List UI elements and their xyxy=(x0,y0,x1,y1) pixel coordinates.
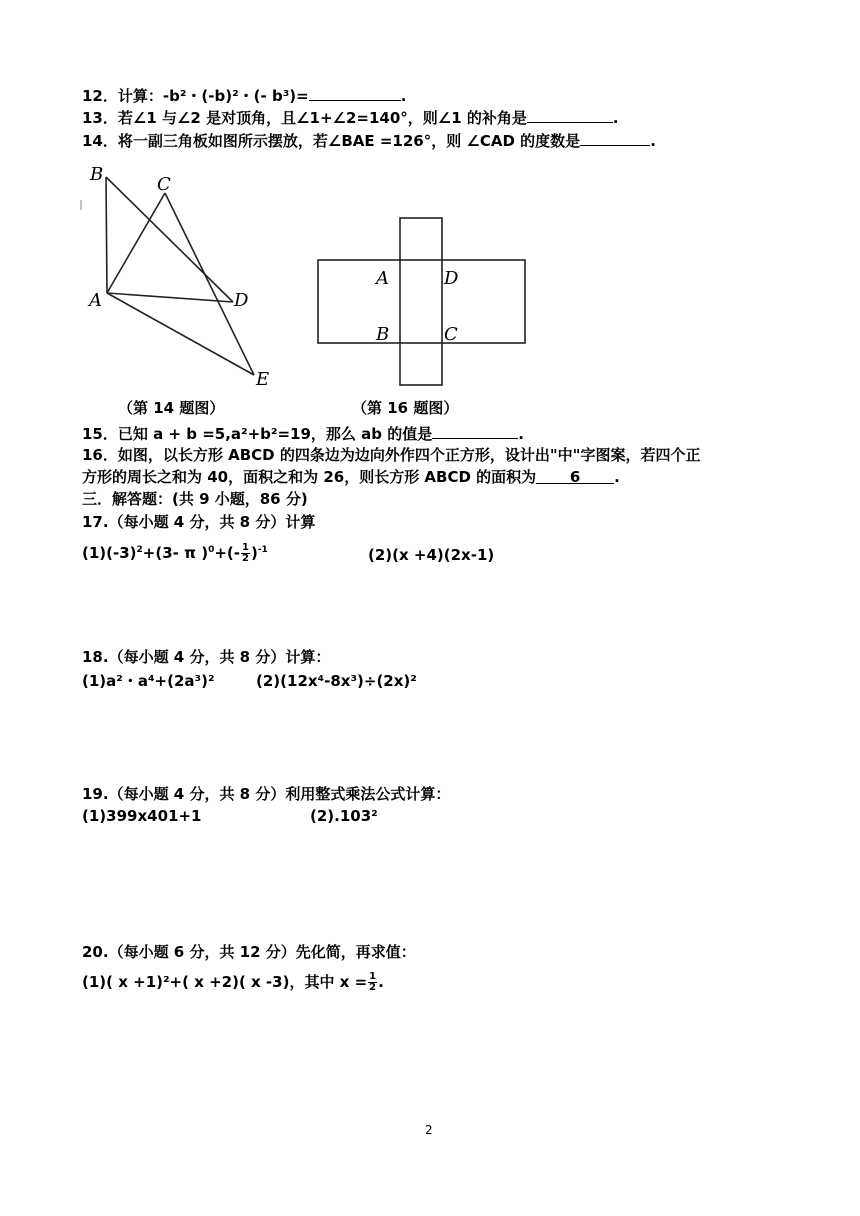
answer-blank-13[interactable] xyxy=(527,106,613,123)
question-19-part-2: (2).103² xyxy=(310,807,378,825)
line-AC xyxy=(107,193,165,293)
question-14-text: 14．将一副三角板如图所示摆放，若∠BAE =126°，则 ∠CAD 的度数是 xyxy=(82,132,581,150)
label-D: D xyxy=(234,290,249,311)
frac-num: 1 xyxy=(241,542,249,553)
wide-rectangle xyxy=(318,260,525,343)
question-13: 13．若∠1 与∠2 是对顶角，且∠1+∠2=140°，则∠1 的补角是 . xyxy=(82,106,619,128)
line-CE xyxy=(165,193,254,375)
answer-blank-12[interactable] xyxy=(309,84,401,101)
page-number: 2 xyxy=(425,1123,433,1137)
question-12-text: 12．计算：-b²・(-b)²・(- b³)= xyxy=(82,87,309,105)
fraction-one-half xyxy=(241,543,250,564)
q20-p1-end: . xyxy=(378,973,384,991)
question-18-part-1: (1)a²・a⁴+(2a³)² xyxy=(82,672,215,690)
line-BA xyxy=(106,177,107,293)
question-16-text: 方形的周长之和为 40，面积之和为 26，则长方形 ABCD 的面积为 xyxy=(82,468,537,486)
question-12: 12．计算：-b²・(-b)²・(- b³)= . xyxy=(82,84,406,106)
question-15: 15．已知 a + b =5,a²+b²=19，那么 ab 的值是 . xyxy=(82,422,524,444)
label-A: A xyxy=(376,268,389,289)
question-17-part-2: (2)(x +4)(2x-1) xyxy=(368,546,495,564)
section-3-title: 三．解答题：(共 9 小题，86 分) xyxy=(82,490,308,508)
figure-14-caption: （第 14 题图） xyxy=(118,399,225,417)
q20-p1-prefix: (1)( x +1)²+( x +2)( x -3)，其中 x = xyxy=(82,973,368,991)
question-17-title: 17.（每小题 4 分，共 8 分）计算 xyxy=(82,513,316,531)
question-17-part-1: $(1)(-3)^2+(3-$ π )$^0$+(- $\frac{1}{2}$ )$^{-1}$ xyxy=(82,542,268,564)
label-E: E xyxy=(256,369,270,390)
label-C: C xyxy=(444,324,458,345)
question-14: 14．将一副三角板如图所示摆放，若∠BAE =126°，则 ∠CAD 的度数是 . xyxy=(82,129,656,151)
label-B: B xyxy=(376,324,390,345)
tall-rectangle xyxy=(400,218,442,385)
question-16-line-2: 方形的周长之和为 40，面积之和为 26，则长方形 ABCD 的面积为 6 . xyxy=(82,468,620,486)
fraction-one-half xyxy=(368,972,377,993)
q17-p1-exp: -1 xyxy=(257,545,268,555)
label-D: D xyxy=(444,268,459,289)
figure-14-triangles xyxy=(78,160,288,392)
question-20-part-1 xyxy=(82,972,384,993)
q17-p1-close: ) xyxy=(250,544,258,562)
line-BD xyxy=(106,177,233,302)
label-A: A xyxy=(89,290,102,311)
frac-den: 2 xyxy=(369,982,377,993)
label-B: B xyxy=(90,164,104,185)
frac-den: 2 xyxy=(241,553,249,564)
question-19-title: 19.（每小题 4 分，共 8 分）利用整式乘法公式计算： xyxy=(82,785,451,803)
answer-blank-16[interactable] xyxy=(536,467,614,484)
question-18-part-2: (2)(12x⁴-8x³)÷(2x)² xyxy=(256,672,417,690)
question-18-title: 18.（每小题 4 分，共 8 分）计算： xyxy=(82,648,331,666)
answer-blank-14[interactable] xyxy=(580,129,650,146)
question-13-text: 13．若∠1 与∠2 是对顶角，且∠1+∠2=140°，则∠1 的补角是 xyxy=(82,109,527,127)
figure-16-cross-squares xyxy=(310,210,535,392)
question-19-part-1: (1)399x401+1 xyxy=(82,807,202,825)
question-15-text: 15．已知 a + b =5,a²+b²=19，那么 ab 的值是 xyxy=(82,425,433,443)
q17-p1-prefix: (1)(-3) xyxy=(82,544,137,562)
question-16-line-1: 16．如图，以长方形 ABCD 的四条边为边向外作四个正方形，设计出"中"字图案，若四个正 xyxy=(82,446,701,464)
answer-16: 6 xyxy=(569,468,581,486)
answer-blank-15[interactable] xyxy=(432,422,518,439)
frac-num: 1 xyxy=(369,971,377,982)
figure-16-caption: （第 16 题图） xyxy=(352,399,459,417)
question-20-title: 20.（每小题 6 分，共 12 分）先化简，再求值： xyxy=(82,943,416,961)
q17-p1-mid: +(3- π ) xyxy=(142,544,209,562)
label-C: C xyxy=(157,174,171,195)
q17-p1-open: +(- xyxy=(214,544,240,562)
line-AE xyxy=(107,293,254,375)
